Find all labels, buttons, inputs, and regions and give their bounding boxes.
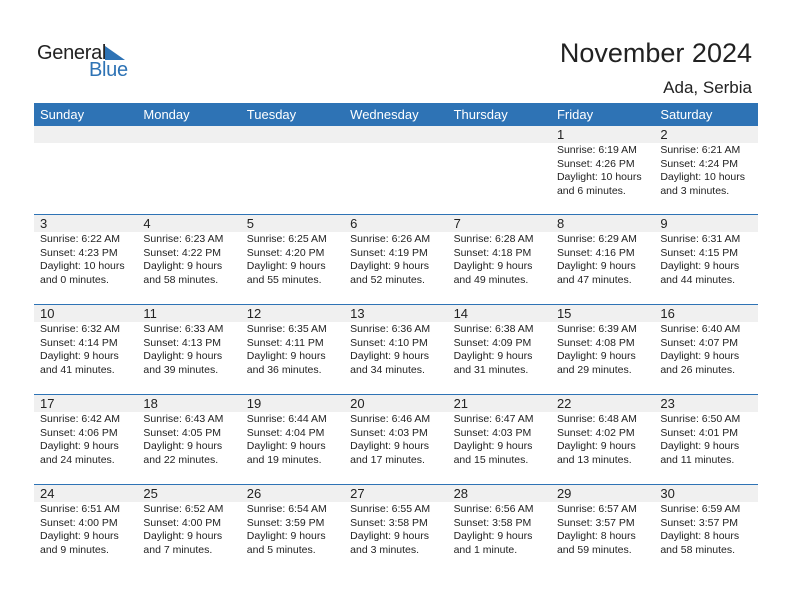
sunset-text: Sunset: 4:11 PM — [246, 336, 324, 349]
week-row — [34, 214, 758, 304]
weekday-monday: Monday — [143, 107, 190, 122]
sunrise-text: Sunrise: 6:51 AM — [40, 503, 120, 515]
sunset-text: Sunset: 4:10 PM — [350, 336, 428, 349]
day-info — [137, 232, 240, 287]
sunrise-text: Sunrise: 6:47 AM — [453, 413, 534, 425]
day-info — [34, 322, 137, 377]
day-info — [344, 502, 447, 557]
day-cell — [34, 305, 137, 394]
sunset-text: Sunset: 4:04 PM — [246, 426, 325, 439]
day-info — [551, 322, 654, 377]
daylight-text: Daylight: 9 hours — [143, 260, 223, 272]
sunrise-text: Sunrise: 6:38 AM — [453, 323, 534, 335]
day-cell — [137, 395, 240, 484]
sunrise-text: Sunrise: 6:59 AM — [660, 503, 741, 515]
day-number: 8 — [551, 215, 654, 232]
logo-triangle-icon — [105, 46, 125, 60]
sunset-text: Sunset: 4:08 PM — [556, 336, 635, 349]
sunset-text: Sunset: 4:02 PM — [556, 426, 635, 439]
day-number: 4 — [137, 215, 240, 232]
day-number: 10 — [34, 305, 137, 322]
sunrise-text: Sunrise: 6:54 AM — [246, 503, 327, 515]
day-number: 19 — [241, 395, 344, 412]
daylight-minutes-text: and 39 minutes. — [143, 363, 219, 376]
week-row — [34, 484, 758, 574]
daylight-minutes-text: and 47 minutes. — [556, 273, 632, 286]
sunset-text: Sunset: 4:22 PM — [143, 246, 222, 259]
day-info — [551, 412, 654, 467]
day-number: 24 — [34, 485, 137, 502]
day-info — [137, 143, 240, 144]
sunset-text: Sunset: 3:58 PM — [350, 516, 428, 529]
day-info — [654, 322, 757, 377]
week-row — [34, 126, 758, 214]
day-cell — [137, 485, 240, 574]
daylight-minutes-text: and 49 minutes. — [453, 273, 529, 286]
daylight-text: Daylight: 9 hours — [453, 440, 533, 452]
day-number: 25 — [137, 485, 240, 502]
daylight-minutes-text: and 58 minutes. — [143, 273, 219, 286]
day-number: 26 — [241, 485, 344, 502]
day-number — [448, 126, 551, 143]
day-number: 22 — [551, 395, 654, 412]
daylight-minutes-text: and 52 minutes. — [350, 273, 425, 286]
sunrise-text: Sunrise: 6:31 AM — [660, 233, 741, 245]
daylight-text: Daylight: 9 hours — [556, 440, 636, 452]
day-cell — [34, 126, 137, 214]
sunrise-text: Sunrise: 6:22 AM — [40, 233, 120, 245]
daylight-text: Daylight: 9 hours — [453, 260, 533, 272]
day-number: 18 — [137, 395, 240, 412]
day-cell — [241, 126, 344, 214]
day-cell — [654, 395, 757, 484]
sunset-text: Sunset: 4:14 PM — [40, 336, 118, 349]
sunrise-text: Sunrise: 6:48 AM — [556, 413, 637, 425]
page-title: November 2024 — [559, 38, 752, 68]
day-info — [551, 502, 654, 557]
day-cell — [448, 126, 551, 214]
sunrise-text: Sunrise: 6:42 AM — [40, 413, 120, 425]
sunrise-text: Sunrise: 6:52 AM — [143, 503, 224, 515]
day-cell — [137, 305, 240, 394]
sunset-text: Sunset: 4:09 PM — [453, 336, 532, 349]
day-cell — [654, 305, 757, 394]
day-number: 12 — [241, 305, 344, 322]
sunset-text: Sunset: 4:23 PM — [40, 246, 118, 259]
sunset-text: Sunset: 3:59 PM — [246, 516, 325, 529]
sunset-text: Sunset: 4:16 PM — [556, 246, 635, 259]
sunset-text: Sunset: 4:15 PM — [660, 246, 738, 259]
daylight-minutes-text: and 6 minutes. — [556, 184, 626, 197]
day-number: 21 — [448, 395, 551, 412]
logo — [37, 42, 137, 82]
sunrise-text: Sunrise: 6:57 AM — [556, 503, 637, 515]
daylight-minutes-text: and 7 minutes. — [143, 543, 213, 556]
day-cell — [448, 485, 551, 574]
day-info — [344, 322, 447, 377]
day-info — [654, 502, 757, 557]
daylight-text: Daylight: 9 hours — [660, 440, 740, 452]
daylight-text: Daylight: 9 hours — [660, 350, 740, 362]
daylight-minutes-text: and 24 minutes. — [40, 453, 115, 466]
sunset-text: Sunset: 4:13 PM — [143, 336, 222, 349]
sunset-text: Sunset: 3:57 PM — [556, 516, 635, 529]
day-info — [448, 143, 551, 144]
day-info — [34, 143, 137, 144]
calendar-grid — [34, 103, 758, 574]
sunrise-text: Sunrise: 6:55 AM — [350, 503, 431, 515]
sunrise-text: Sunrise: 6:29 AM — [556, 233, 637, 245]
daylight-text: Daylight: 10 hours — [40, 260, 125, 272]
day-cell — [344, 215, 447, 304]
day-info — [241, 232, 344, 287]
sunset-text: Sunset: 4:06 PM — [40, 426, 118, 439]
day-cell — [344, 485, 447, 574]
day-cell — [241, 395, 344, 484]
location-label: Ada, Serbia — [663, 78, 752, 97]
sunset-text: Sunset: 4:03 PM — [350, 426, 428, 439]
daylight-text: Daylight: 9 hours — [143, 440, 223, 452]
daylight-minutes-text: and 13 minutes. — [556, 453, 632, 466]
day-number: 28 — [448, 485, 551, 502]
day-number: 15 — [551, 305, 654, 322]
day-info — [654, 412, 757, 467]
day-number: 2 — [654, 126, 757, 143]
day-cell — [448, 305, 551, 394]
daylight-minutes-text: and 19 minutes. — [246, 453, 322, 466]
day-number: 29 — [551, 485, 654, 502]
day-info — [448, 322, 551, 377]
day-info — [34, 232, 137, 287]
day-number: 11 — [137, 305, 240, 322]
sunrise-text: Sunrise: 6:40 AM — [660, 323, 741, 335]
sunrise-text: Sunrise: 6:26 AM — [350, 233, 431, 245]
day-info — [241, 412, 344, 467]
day-info — [137, 412, 240, 467]
sunrise-text: Sunrise: 6:56 AM — [453, 503, 534, 515]
weekday-sunday: Sunday — [40, 107, 85, 122]
day-info — [241, 502, 344, 557]
sunrise-text: Sunrise: 6:39 AM — [556, 323, 637, 335]
sunrise-text: Sunrise: 6:35 AM — [246, 323, 327, 335]
day-cell — [34, 485, 137, 574]
day-cell — [654, 485, 757, 574]
day-cell — [137, 215, 240, 304]
daylight-text: Daylight: 9 hours — [40, 350, 119, 362]
day-cell — [241, 485, 344, 574]
day-info — [344, 412, 447, 467]
daylight-text: Daylight: 9 hours — [350, 530, 429, 542]
weeks-container — [34, 126, 758, 574]
sunrise-text: Sunrise: 6:43 AM — [143, 413, 224, 425]
daylight-text: Daylight: 9 hours — [453, 350, 533, 362]
weekday-header — [34, 103, 758, 126]
day-cell — [344, 126, 447, 214]
day-number: 6 — [344, 215, 447, 232]
sunset-text: Sunset: 4:01 PM — [660, 426, 738, 439]
daylight-text: Daylight: 9 hours — [556, 350, 636, 362]
sunset-text: Sunset: 4:18 PM — [453, 246, 532, 259]
logo-general-text: General — [37, 42, 107, 64]
daylight-text: Daylight: 9 hours — [143, 530, 223, 542]
sunset-text: Sunset: 4:00 PM — [40, 516, 118, 529]
weekday-saturday: Saturday — [660, 107, 713, 122]
daylight-minutes-text: and 31 minutes. — [453, 363, 529, 376]
day-info — [654, 232, 757, 287]
day-cell — [551, 305, 654, 394]
sunset-text: Sunset: 4:24 PM — [660, 157, 738, 170]
daylight-text: Daylight: 9 hours — [350, 350, 429, 362]
day-info — [551, 143, 654, 198]
day-cell — [448, 395, 551, 484]
sunrise-text: Sunrise: 6:44 AM — [246, 413, 327, 425]
day-cell — [654, 215, 757, 304]
day-cell — [34, 215, 137, 304]
sunset-text: Sunset: 4:00 PM — [143, 516, 222, 529]
daylight-minutes-text: and 29 minutes. — [556, 363, 632, 376]
day-number: 17 — [34, 395, 137, 412]
week-row — [34, 304, 758, 394]
day-info — [34, 502, 137, 557]
daylight-minutes-text: and 17 minutes. — [350, 453, 425, 466]
day-number: 23 — [654, 395, 757, 412]
daylight-minutes-text: and 0 minutes. — [40, 273, 109, 286]
week-row — [34, 394, 758, 484]
sunset-text: Sunset: 4:07 PM — [660, 336, 738, 349]
day-cell — [551, 215, 654, 304]
day-info — [448, 232, 551, 287]
day-number — [241, 126, 344, 143]
daylight-minutes-text: and 3 minutes. — [660, 184, 730, 197]
day-number: 20 — [344, 395, 447, 412]
day-cell — [344, 395, 447, 484]
sunset-text: Sunset: 4:03 PM — [453, 426, 532, 439]
sunset-text: Sunset: 4:26 PM — [556, 157, 635, 170]
daylight-minutes-text: and 22 minutes. — [143, 453, 219, 466]
sunrise-text: Sunrise: 6:19 AM — [556, 144, 637, 156]
daylight-text: Daylight: 10 hours — [556, 171, 642, 183]
daylight-text: Daylight: 9 hours — [143, 350, 223, 362]
daylight-text: Daylight: 9 hours — [350, 260, 429, 272]
day-info — [448, 502, 551, 557]
sunrise-text: Sunrise: 6:21 AM — [660, 144, 741, 156]
day-cell — [241, 305, 344, 394]
daylight-minutes-text: and 3 minutes. — [350, 543, 420, 556]
day-info — [344, 232, 447, 287]
daylight-text: Daylight: 8 hours — [660, 530, 740, 542]
day-number: 30 — [654, 485, 757, 502]
day-number — [34, 126, 137, 143]
day-number: 13 — [344, 305, 447, 322]
day-number — [137, 126, 240, 143]
sunset-text: Sunset: 4:20 PM — [246, 246, 325, 259]
sunrise-text: Sunrise: 6:25 AM — [246, 233, 327, 245]
daylight-minutes-text: and 55 minutes. — [246, 273, 322, 286]
day-cell — [551, 126, 654, 214]
sunrise-text: Sunrise: 6:46 AM — [350, 413, 431, 425]
daylight-minutes-text: and 41 minutes. — [40, 363, 115, 376]
day-number: 3 — [34, 215, 137, 232]
day-cell — [137, 126, 240, 214]
day-info — [34, 412, 137, 467]
day-info — [241, 143, 344, 144]
daylight-text: Daylight: 9 hours — [246, 440, 326, 452]
daylight-text: Daylight: 9 hours — [246, 260, 326, 272]
daylight-text: Daylight: 9 hours — [350, 440, 429, 452]
sunset-text: Sunset: 4:05 PM — [143, 426, 222, 439]
sunset-text: Sunset: 3:58 PM — [453, 516, 532, 529]
sunset-text: Sunset: 3:57 PM — [660, 516, 738, 529]
sunrise-text: Sunrise: 6:50 AM — [660, 413, 741, 425]
sunrise-text: Sunrise: 6:23 AM — [143, 233, 224, 245]
sunrise-text: Sunrise: 6:28 AM — [453, 233, 534, 245]
daylight-minutes-text: and 9 minutes. — [40, 543, 109, 556]
daylight-minutes-text: and 26 minutes. — [660, 363, 736, 376]
day-cell — [34, 395, 137, 484]
daylight-minutes-text: and 58 minutes. — [660, 543, 736, 556]
weekday-wednesday: Wednesday — [350, 107, 419, 122]
day-info — [448, 412, 551, 467]
day-cell — [551, 485, 654, 574]
day-cell — [551, 395, 654, 484]
day-info — [551, 232, 654, 287]
day-cell — [241, 215, 344, 304]
daylight-minutes-text: and 15 minutes. — [453, 453, 529, 466]
weekday-tuesday: Tuesday — [246, 107, 297, 122]
day-number — [344, 126, 447, 143]
weekday-thursday: Thursday — [453, 107, 508, 122]
day-info — [344, 143, 447, 144]
daylight-minutes-text: and 1 minute. — [453, 543, 518, 556]
daylight-minutes-text: and 5 minutes. — [246, 543, 316, 556]
daylight-text: Daylight: 8 hours — [556, 530, 636, 542]
daylight-text: Daylight: 9 hours — [246, 530, 326, 542]
day-cell — [448, 215, 551, 304]
day-info — [137, 322, 240, 377]
daylight-text: Daylight: 9 hours — [453, 530, 533, 542]
daylight-text: Daylight: 10 hours — [660, 171, 745, 183]
day-number: 27 — [344, 485, 447, 502]
day-number: 16 — [654, 305, 757, 322]
day-cell — [654, 126, 757, 214]
day-number: 1 — [551, 126, 654, 143]
day-number: 14 — [448, 305, 551, 322]
daylight-minutes-text: and 34 minutes. — [350, 363, 425, 376]
daylight-text: Daylight: 9 hours — [40, 530, 119, 542]
daylight-text: Daylight: 9 hours — [246, 350, 326, 362]
daylight-text: Daylight: 9 hours — [40, 440, 119, 452]
sunrise-text: Sunrise: 6:36 AM — [350, 323, 431, 335]
daylight-minutes-text: and 11 minutes. — [660, 453, 735, 466]
daylight-minutes-text: and 36 minutes. — [246, 363, 322, 376]
day-info — [654, 143, 757, 198]
day-number: 9 — [654, 215, 757, 232]
weekday-friday: Friday — [556, 107, 594, 122]
day-info — [241, 322, 344, 377]
day-info — [137, 502, 240, 557]
sunrise-text: Sunrise: 6:32 AM — [40, 323, 120, 335]
sunrise-text: Sunrise: 6:33 AM — [143, 323, 224, 335]
daylight-minutes-text: and 44 minutes. — [660, 273, 736, 286]
sunset-text: Sunset: 4:19 PM — [350, 246, 428, 259]
logo-blue-text: Blue — [89, 59, 128, 81]
daylight-text: Daylight: 9 hours — [660, 260, 740, 272]
daylight-text: Daylight: 9 hours — [556, 260, 636, 272]
daylight-minutes-text: and 59 minutes. — [556, 543, 632, 556]
day-number: 7 — [448, 215, 551, 232]
day-number: 5 — [241, 215, 344, 232]
day-cell — [344, 305, 447, 394]
